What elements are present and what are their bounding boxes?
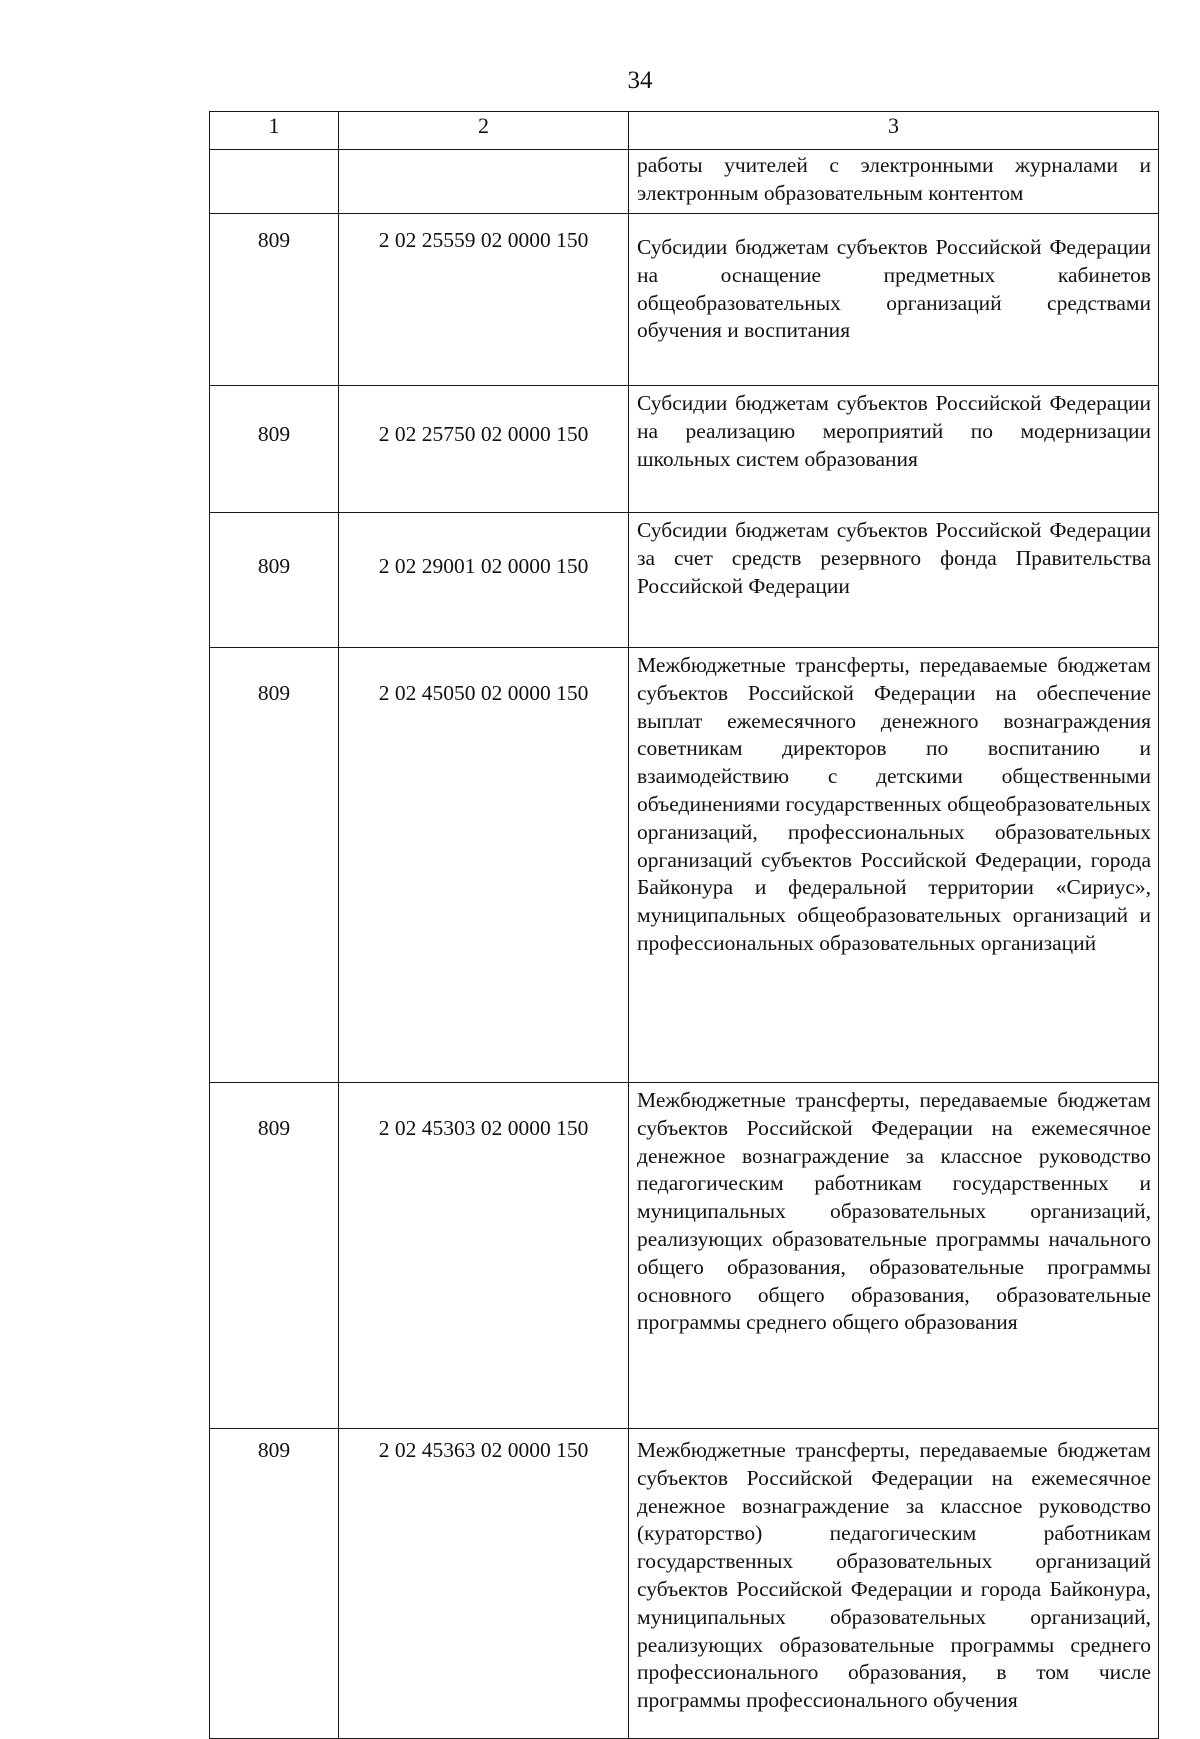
table-row [210, 1083, 1159, 1429]
table-header-row [210, 112, 1159, 150]
table-row [210, 1429, 1159, 1739]
description-cell: Субсидии бюджетам субъектов Российской Федерации за счет средств резервного фонда Правительства Российской Федерации [629, 513, 1159, 648]
admin-code-cell: 809 [210, 1429, 339, 1739]
table-row [210, 386, 1159, 513]
admin-code-cell: 809 [210, 214, 339, 386]
description-cell: работы учителей с электронными журналами и электронным образовательным контентом [629, 150, 1159, 214]
admin-code-cell [210, 150, 339, 214]
classification-code-cell: 2 02 45363 02 0000 150 [339, 1429, 629, 1739]
table-row [210, 648, 1159, 1083]
document-table [209, 111, 1159, 1739]
description-cell: Субсидии бюджетам субъектов Российской Федерации на реализацию мероприятий по модернизации школьных систем образования [629, 386, 1159, 513]
classification-code-cell [339, 150, 629, 214]
classification-code-cell: 2 02 25559 02 0000 150 [339, 214, 629, 386]
column-header-3: 3 [629, 112, 1159, 150]
description-cell: Субсидии бюджетам субъектов Российской Федерации на оснащение предметных кабинетов общеобразовательных организаций средствами обучения и воспитания [629, 214, 1159, 386]
admin-code-cell: 809 [210, 386, 339, 513]
classification-code-cell: 2 02 45050 02 0000 150 [339, 648, 629, 1083]
description-cell: Межбюджетные трансферты, передаваемые бюджетам субъектов Российской Федерации на ежемесячное денежное вознаграждение за классное руководство педагогическим работникам государственных и муниципальных образовательных организаций, реализующих образовательные программы начального общего образования, образовательные программы основного общего образования, образовательные программы среднего общего образования [629, 1083, 1159, 1429]
description-cell: Межбюджетные трансферты, передаваемые бюджетам субъектов Российской Федерации на обеспечение выплат ежемесячного денежного вознаграждения советникам директоров по воспитанию и взаимодействию с детскими общественными объединениями государственных общеобразовательных организаций, профессиональных образовательных организаций субъектов Российской Федерации, города Байконура и федеральной территории «Сириус», муниципальных общеобразовательных организаций и профессиональных образовательных организаций [629, 648, 1159, 1083]
admin-code-cell: 809 [210, 1083, 339, 1429]
classification-code-cell: 2 02 45303 02 0000 150 [339, 1083, 629, 1429]
admin-code-cell: 809 [210, 513, 339, 648]
classification-code-cell: 2 02 29001 02 0000 150 [339, 513, 629, 648]
classification-code-cell: 2 02 25750 02 0000 150 [339, 386, 629, 513]
table-row [210, 513, 1159, 648]
column-header-2: 2 [339, 112, 629, 150]
column-header-1: 1 [210, 112, 339, 150]
description-cell: Межбюджетные трансферты, передаваемые бюджетам субъектов Российской Федерации на ежемесячное денежное вознаграждение за классное руководство (кураторство) педагогическим работникам государственных образовательных организаций субъектов Российской Федерации и города Байконура, муниципальных образовательных организаций, реализующих образовательные программы среднего профессионального образования, в том числе программы профессионального обучения [629, 1429, 1159, 1739]
table-row [210, 150, 1159, 214]
table-row [210, 214, 1159, 386]
admin-code-cell: 809 [210, 648, 339, 1083]
page-number: 34 [627, 67, 653, 94]
